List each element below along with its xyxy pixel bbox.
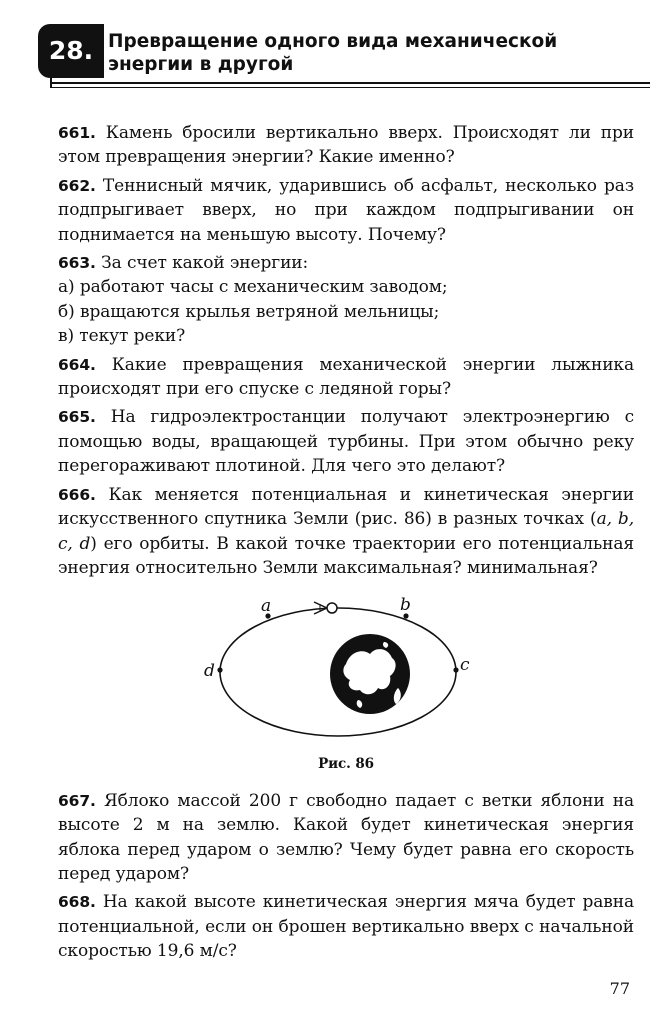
problem-number: 662. <box>58 176 96 195</box>
section-title: Превращение одного вида механической энергии в другой <box>108 31 558 75</box>
list-item: в) текут реки? <box>58 326 186 347</box>
problem-663 <box>58 251 634 349</box>
header-left-bar <box>50 74 52 88</box>
earth-icon <box>330 634 410 714</box>
problem-text-after: ) его орбиты. В какой точке траектории его потенциальная энергия относительно Земли максимальная? минимальная? <box>58 533 634 578</box>
problem-661 <box>58 121 634 170</box>
problem-number: 661. <box>58 124 96 142</box>
section-number-badge: 28. <box>38 24 104 78</box>
problem-number: 667. <box>58 791 96 810</box>
header-rule-thick <box>50 82 650 84</box>
problem-text-before: Как меняется потенциальная и кинетическая энергии искусственного спутника Земли (рис. 86) в разных точках ( <box>58 484 635 530</box>
satellite-icon <box>314 602 337 614</box>
problem-666 <box>58 483 634 581</box>
problem-number: 668. <box>58 893 96 912</box>
figure-caption: Рис. 86 <box>318 756 374 773</box>
problem-text: Какие превращения механической энергии лыжника происходят при его спуске с ледяной горы? <box>58 354 634 400</box>
problem-number: 664. <box>58 355 96 374</box>
list-item: б) вращаются крылья ветряной мельницы; <box>58 301 440 322</box>
label-c: c <box>460 655 470 676</box>
header-rule-thin <box>50 87 650 88</box>
problem-number: 663. <box>58 254 96 273</box>
problem-text: За счет какой энергии: <box>101 253 309 274</box>
orbit-point-letters: a, b, c, d <box>58 509 635 554</box>
problem-662 <box>58 174 634 247</box>
page-number: 77 <box>609 979 630 998</box>
problem-number: 665. <box>58 408 96 427</box>
problem-665 <box>58 405 634 478</box>
problem-664 <box>58 353 634 402</box>
orbit-point-c <box>453 668 458 673</box>
list-item: а) работают часы с механическим заводом; <box>58 277 448 298</box>
problem-text: На гидроэлектростанции получают электроэнергию с помощью воды, вращающей турбины. При этом обычно реку перегораживают плотиной. Для чего это делают? <box>58 407 634 477</box>
orbit-diagram <box>58 596 634 746</box>
problem-number: 666. <box>58 485 96 504</box>
label-b: b <box>400 596 411 616</box>
section-header <box>38 24 650 94</box>
problem-text: На какой высоте кинетическая энергия мяча будет равна потенциальной, если он брошен вертикально вверх с начальной скоростью 19,6 м/с? <box>58 892 634 962</box>
problem-668 <box>58 890 634 963</box>
problem-text: Теннисный мячик, ударившись об асфальт, несколько раз подпрыгивает вверх, но при каждом подпрыгивании он поднимается на меньшую высоту. Почему? <box>58 175 634 245</box>
problem-text: Яблоко массой 200 г свободно падает с ветки яблони на высоте 2 м на землю. Какой будет кинетическая энергия яблока перед ударом о землю? Чему будет равна его скорость перед ударом? <box>58 790 634 884</box>
figure-86 <box>58 596 634 746</box>
page-content <box>58 121 634 968</box>
problem-text: Камень бросили вертикально вверх. Происходят ли при этом превращения энергии? Какие именно? <box>58 123 634 168</box>
label-a: a <box>261 596 272 617</box>
label-d: d <box>204 661 215 682</box>
problem-667 <box>58 789 634 887</box>
orbit-point-d <box>217 668 222 673</box>
